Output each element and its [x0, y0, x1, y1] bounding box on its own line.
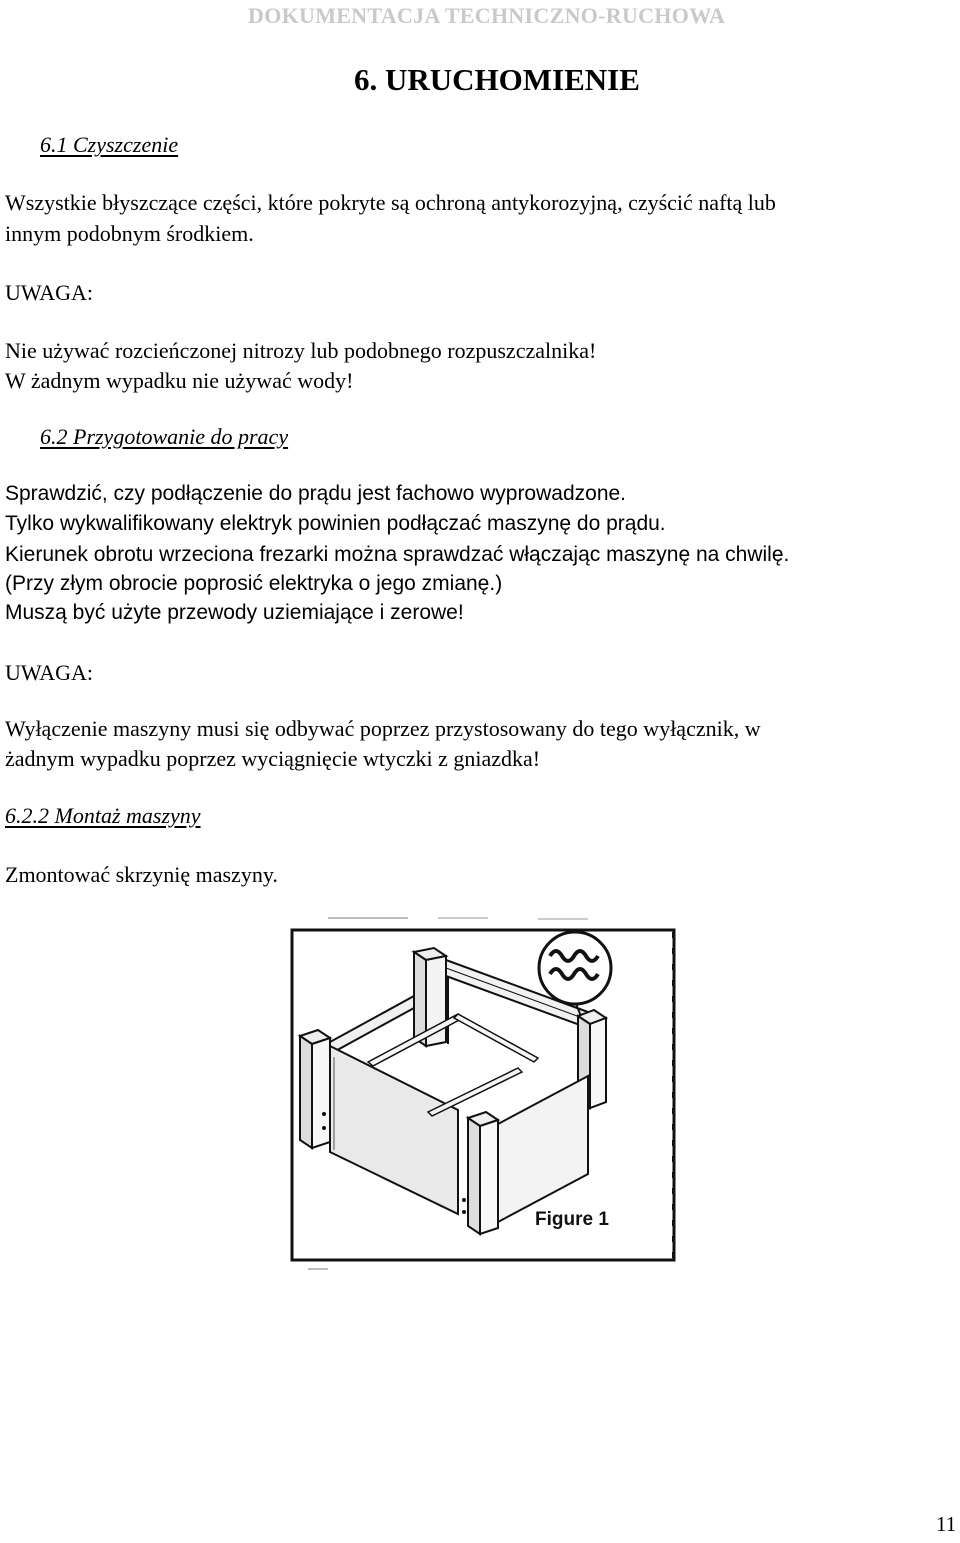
- preparation-line-1: Sprawdzić, czy podłączenie do prądu jest fachowo wyprowadzone.: [5, 482, 627, 505]
- figure-caption: Figure 1: [535, 1209, 609, 1230]
- section-heading-6-2: 6.2 Przygotowanie do pracy: [40, 424, 289, 449]
- running-header: DOKUMENTACJA TECHNICZNO-RUCHOWA: [248, 3, 726, 28]
- section-heading-6-1: 6.1 Czyszczenie: [40, 132, 179, 157]
- front-left-post: [300, 1030, 330, 1148]
- switch-warning-line-2: żadnym wypadku poprzez wyciągnięcie wtyczki z gniazdka!: [5, 746, 541, 771]
- preparation-line-3: Kierunek obrotu wrzeciona frezarki można sprawdzać włączając maszynę na chwilę.: [5, 543, 790, 566]
- assembly-instruction: Zmontować skrzynię maszyny.: [5, 862, 278, 887]
- preparation-line-4: (Przy złym obrocie poprosić elektryka o jego zmianę.): [5, 572, 503, 595]
- cleaning-paragraph-line-2: innym podobnym środkiem.: [5, 221, 254, 246]
- front-left-panel: [330, 1046, 458, 1214]
- preparation-line-2: Tylko wykwalifikowany elektryk powinien podłączać maszynę do prądu.: [5, 512, 666, 535]
- assembly-figure: [288, 912, 680, 1272]
- chapter-title: 6. URUCHOMIENIE: [354, 62, 640, 97]
- preparation-line-5: Muszą być użyte przewody uziemiające i zerowe!: [5, 601, 464, 624]
- right-side-panel: [498, 1076, 588, 1222]
- cleaning-warning-line-1: Nie używać rozcieńczonej nitrozy lub podobnego rozpuszczalnika!: [5, 338, 597, 363]
- switch-warning-line-1: Wyłączenie maszyny musi się odbywać poprzez przystosowany do tego wyłącznik, w: [5, 716, 761, 741]
- page-number: 11: [936, 1512, 957, 1536]
- cleaning-paragraph-line-1: Wszystkie błyszczące części, które pokryte są ochroną antykorozyjną, czyścić naftą lub: [5, 190, 776, 215]
- section-heading-6-2-2: 6.2.2 Montaż maszyny: [5, 803, 201, 828]
- cabinet-assembly-drawing: [288, 912, 680, 1272]
- warning-label-2: UWAGA:: [5, 660, 93, 685]
- front-right-post: [468, 1112, 498, 1234]
- warning-label-1: UWAGA:: [5, 280, 93, 305]
- cleaning-warning-line-2: W żadnym wypadku nie używać wody!: [5, 368, 354, 393]
